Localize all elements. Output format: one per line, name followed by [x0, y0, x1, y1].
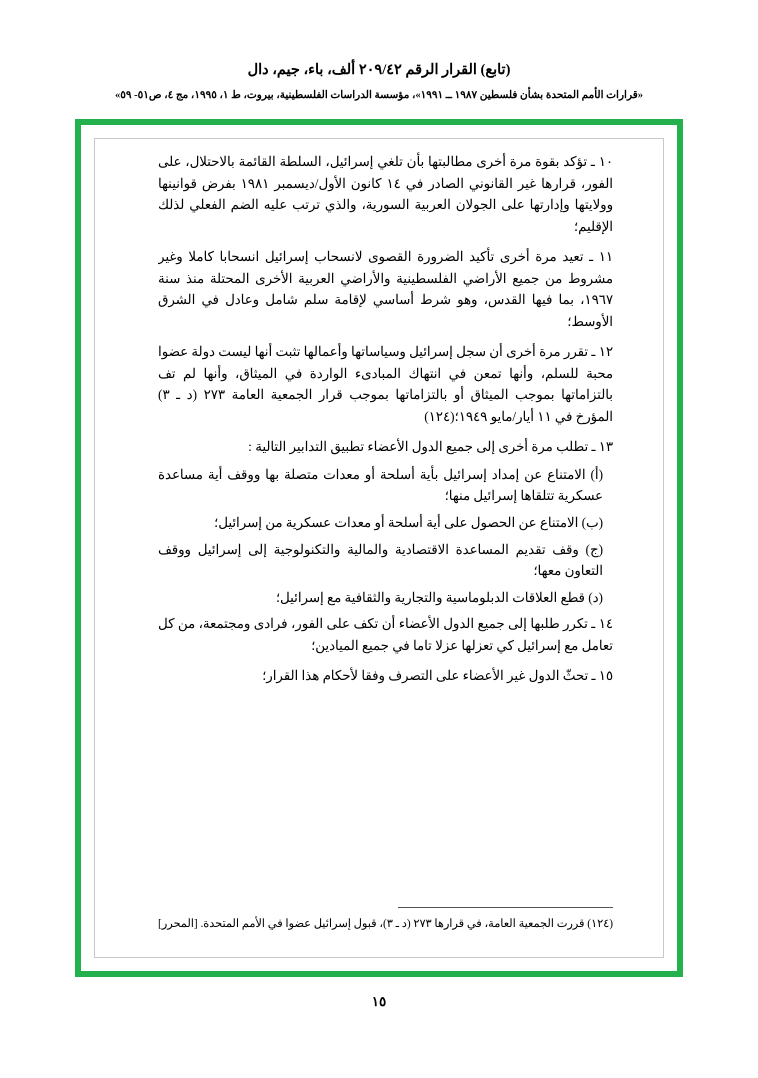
paragraph-item-14: ١٤ ـ تكرر طلبها إلى جميع الدول الأعضاء أن تكف على الفور، فرادى ومجتمعة، من كل تعامل مع إسرائيل كي تعزلها عزلا تاما في جميع الميادين؛: [158, 616, 613, 653]
subitem-13-d: (د) قطع العلاقات الدبلوماسية والتجارية والثقافية مع إسرائيل؛: [275, 589, 603, 605]
green-border-frame: [75, 119, 683, 977]
paragraph-item-15: ١٥ ـ تحثّ الدول غير الأعضاء على التصرف وفقا لأحكام هذا القرار؛: [262, 668, 613, 684]
footnote-text: (١٢٤) قررت الجمعية العامة، في قرارها ٢٧٣ (د ـ ٣)، قبول إسرائيل عضوا في الأمم المتحدة. [المحرر]: [158, 917, 613, 930]
footnote-divider: [398, 907, 613, 908]
subitem-13-a: (أ) الامتناع عن إمداد إسرائيل بأية أسلحة أو معدات متصلة بها ووقف أية مساعدة عسكرية تتلقاها إسرائيل منها؛: [158, 466, 603, 504]
page-title: (تابع) القرار الرقم ٢٠٩/٤٢ ألف، باء، جيم، دال: [247, 62, 511, 78]
subitem-13-b: (ب) الامتناع عن الحصول على أية أسلحة أو معدات عسكرية من إسرائيل؛: [214, 514, 603, 530]
paragraph-item-13: ١٣ ـ تطلب مرة أخرى إلى جميع الدول الأعضاء تطبيق التدابير التالية :: [248, 439, 613, 455]
document-body: [158, 151, 613, 951]
source-citation: «قرارات الأمم المتحدة بشأن فلسطين ١٩٨٧ ــ ١٩٩١»، مؤسسة الدراسات الفلسطينية، بيروت، ط ١، ١٩٩٥، مج ٤، ص٥١- ٥٩»: [114, 90, 644, 101]
paragraph-item-10: ١٠ ـ تؤكد بقوة مرة أخرى مطالبتها بأن تلغي إسرائيل، السلطة القائمة بالاحتلال، على الفور، قرارها غير القانوني الصادر في ١٤ كانون الأول/ديسمبر ١٩٨١ بفرض قوانينها وولايتها وإدارتها على الجولان العربية السورية، والذي ترتب عليه الضم الفعلي لذلك الإقليم؛: [158, 154, 613, 234]
footnote-section: [158, 907, 613, 933]
page-number: ١٥: [371, 994, 387, 1009]
subitem-13-c: (ج) وقف تقديم المساعدة الاقتصادية والمالية والتكنولوجية إلى إسرائيل ووقف التعاون معها؛: [158, 541, 603, 579]
paragraph-item-12: ١٢ ـ تقرر مرة أخرى أن سجل إسرائيل وسياساتها وأعمالها تثبت أنها ليست دولة عضوا محبة للسلم، وأنها تمعن في انتهاك المبادىء الواردة في الميثاق، وأنها لم تف بالتزاماتها بموجب الميثاق أو بالتزاماتها بموجب قرار الجمعية العامة ٢٧٣ (د ـ ٣) المؤرخ في ١١ أيار/مايو ١٩٤٩؛(١٢٤): [158, 344, 613, 424]
page-header: [0, 62, 758, 101]
paragraph-item-11: ١١ ـ تعيد مرة أخرى تأكيد الضرورة القصوى لانسحاب إسرائيل انسحابا كاملا وغير مشروط من جميع الأراضي الفلسطينية والأراضي العربية الأخرى المحتلة منذ سنة ١٩٦٧، بما فيها القدس، وهو شرط أساسي لإقامة سلم شامل وعادل في الشرق الأوسط؛: [158, 249, 613, 329]
